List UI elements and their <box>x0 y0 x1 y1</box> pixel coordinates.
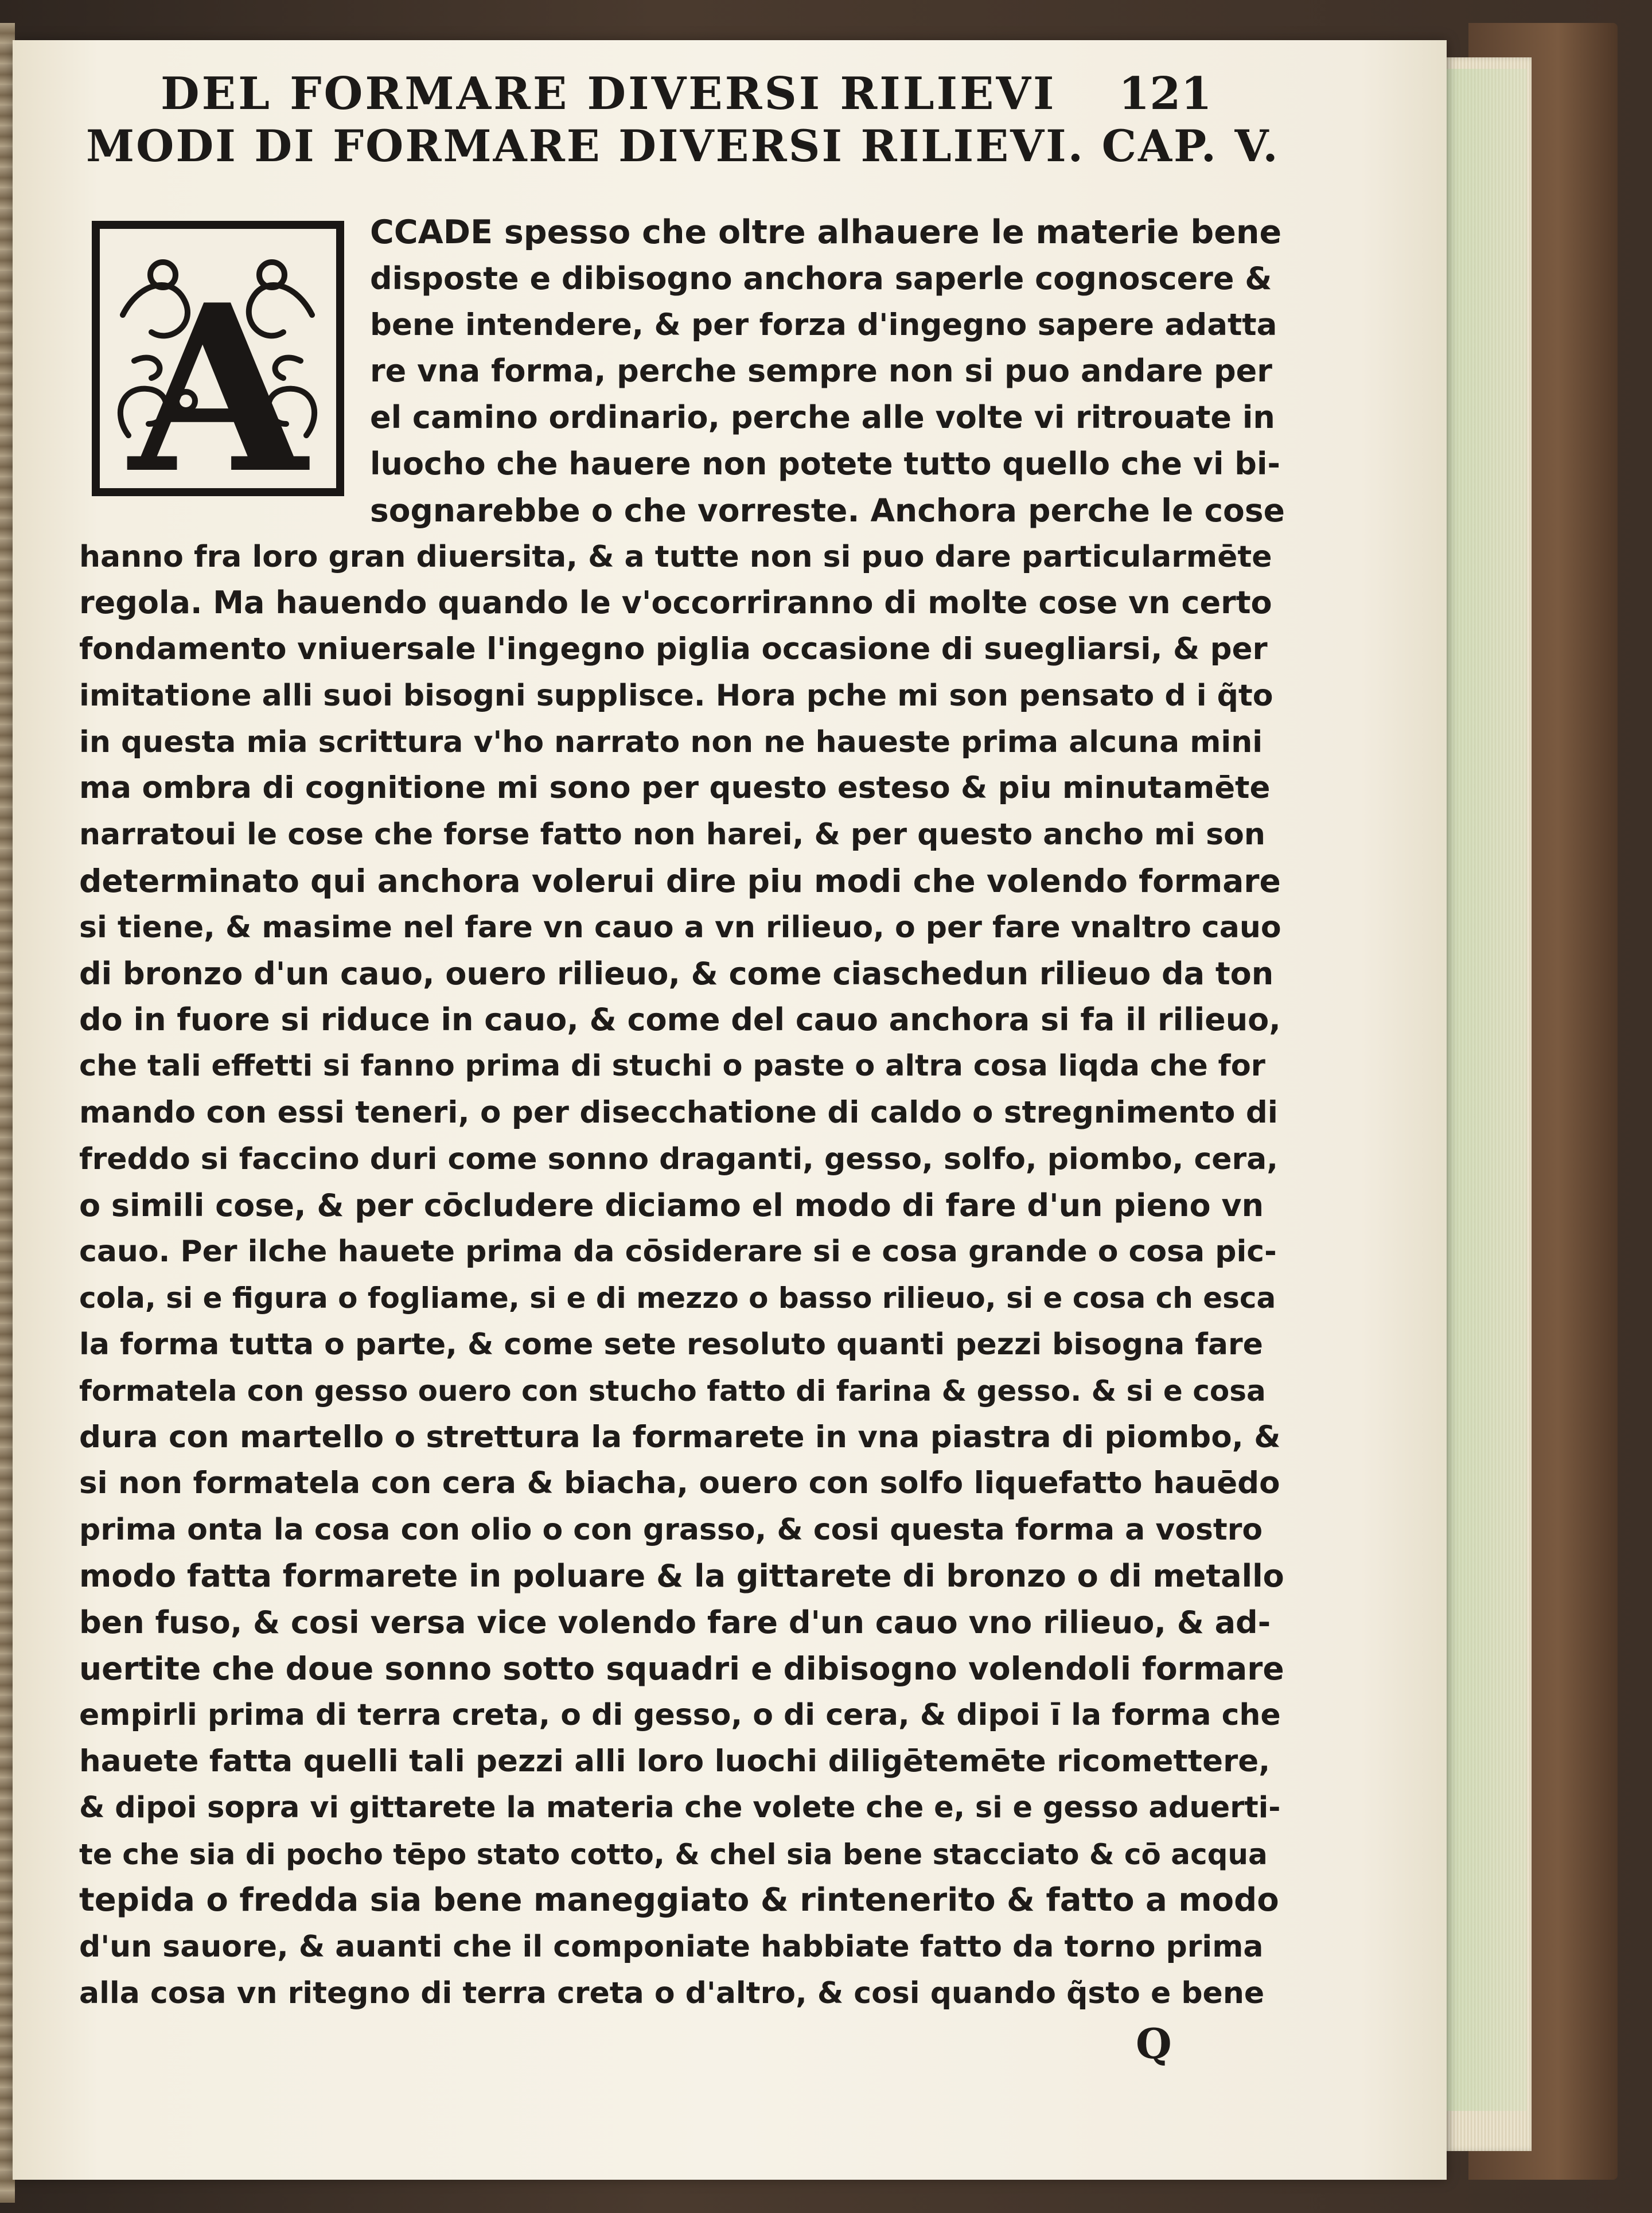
text-line: regola. Ma hauendo quando le v'occorriranno di molte cose vn certo <box>79 585 1272 621</box>
chapter-heading: MODI DI FORMARE DIVERSI RILIEVI. CAP. V. <box>86 120 1280 172</box>
text-line: prima onta la cosa con olio o con grasso, & cosi questa forma a vostro <box>79 1513 1263 1547</box>
folio-number: 121 <box>1119 68 1212 120</box>
text-line: o simili cose, & per cōcludere diciamo el modo di fare d'un pieno vn <box>79 1187 1264 1224</box>
text-line: CCADE spesso che oltre alhauere le materie bene <box>370 213 1282 251</box>
text-line: fondamento vniuersale l'ingegno piglia occasione di suegliarsi, & per <box>79 632 1268 667</box>
text-line: si tiene, & masime nel fare vn cauo a vn rilieuo, o per fare vnaltro cauo <box>79 910 1281 945</box>
text-line: d'un sauore, & auanti che il componiate habbiate fatto da torno prima <box>79 1930 1264 1964</box>
text-line: hanno fra loro gran diuersita, & a tutte non si puo dare particularmēte <box>79 540 1272 574</box>
text-line: determinato qui anchora volerui dire piu modi che volendo formare <box>79 863 1281 899</box>
text-line: empirli prima di terra creta, o di gesso, o di cera, & dipoi ī la forma che <box>79 1698 1281 1732</box>
text-line: dura con martello o strettura la formarete in vna piastra di piombo, & <box>79 1420 1281 1455</box>
text-line: cauo. Per ilche hauete prima da cōsiderare si e cosa grande o cosa pic- <box>79 1234 1277 1269</box>
catchword: Q <box>1136 2019 1172 2068</box>
text-line: bene intendere, & per forza d'ingegno sapere adatta <box>370 307 1277 342</box>
text-line: disposte e dibisogno anchora saperle cognoscere & <box>370 260 1272 297</box>
text-line: ma ombra di cognitione mi sono per questo esteso & piu minutamēte <box>79 770 1271 805</box>
text-line: narratoui le cose che forse fatto non harei, & per questo ancho mi son <box>79 817 1265 852</box>
running-head: DEL FORMARE DIVERSI RILIEVI <box>161 68 1057 120</box>
text-line: la forma tutta o parte, & come sete resoluto quanti pezzi bisogna fare <box>79 1327 1263 1362</box>
decorated-initial-woodcut <box>100 229 336 488</box>
text-line: che tali effetti si fanno prima di stuchi o paste o altra cosa liqda che for <box>79 1049 1265 1083</box>
text-line: hauete fatta quelli tali pezzi alli loro luochi diligētemēte ricomettere, <box>79 1744 1271 1779</box>
text-line: & dipoi sopra vi gittarete la materia che volete che e, si e gesso aduerti- <box>79 1791 1281 1825</box>
text-line: sognarebbe o che vorreste. Anchora perche le cose <box>370 492 1285 529</box>
text-line: alla cosa vn ritegno di terra creta o d'altro, & cosi quando q̃sto e bene <box>79 1976 1265 2011</box>
text-line: imitatione alli suoi bisogni supplisce. Hora pche mi son pensato d i q̃to <box>79 679 1273 713</box>
text-line: re vna forma, perche sempre non si puo andare per <box>370 353 1272 389</box>
text-line: si non formatela con cera & biacha, ouero con solfo liquefatto hauēdo <box>79 1466 1280 1501</box>
text-line: te che sia di pocho tēpo stato cotto, & chel sia bene stacciato & cō acqua <box>79 1838 1268 1871</box>
text-line: mando con essi teneri, o per disecchatione di caldo o stregnimento di <box>79 1095 1278 1130</box>
text-line: tepida o fredda sia bene maneggiato & rintenerito & fatto a modo <box>79 1881 1279 1919</box>
page-edge-tint <box>1447 69 1527 2111</box>
text-line: do in fuore si riduce in cauo, & come del cauo anchora si fa il rilieuo, <box>79 1002 1281 1038</box>
text-line: ben fuso, & cosi versa vice volendo fare d'un cauo vno rilieuo, & ad- <box>79 1604 1271 1641</box>
text-line: modo fatta formarete in poluare & la gittarete di bronzo o di metallo <box>79 1558 1284 1594</box>
text-line: cola, si e figura o fogliame, si e di mezzo o basso rilieuo, si e cosa ch esca <box>79 1281 1276 1315</box>
initial-letter: A <box>128 255 307 488</box>
text-line: freddo si faccino duri come sonno draganti, gesso, solfo, piombo, cera, <box>79 1142 1279 1176</box>
text-line: in questa mia scrittura v'ho narrato non ne haueste prima alcuna mini <box>79 725 1263 759</box>
text-line: di bronzo d'un cauo, ouero rilieuo, & come ciaschedun rilieuo da ton <box>79 956 1274 992</box>
decorated-initial <box>92 221 344 496</box>
text-line: uertite che doue sonno sotto squadri e dibisogno volendoli formare <box>79 1650 1284 1687</box>
text-line: el camino ordinario, perche alle volte vi ritrouate in <box>370 399 1275 435</box>
text-line: luocho che hauere non potete tutto quello che vi bi- <box>370 446 1280 482</box>
text-line: formatela con gesso ouero con stucho fatto di farina & gesso. & si e cosa <box>79 1374 1266 1408</box>
